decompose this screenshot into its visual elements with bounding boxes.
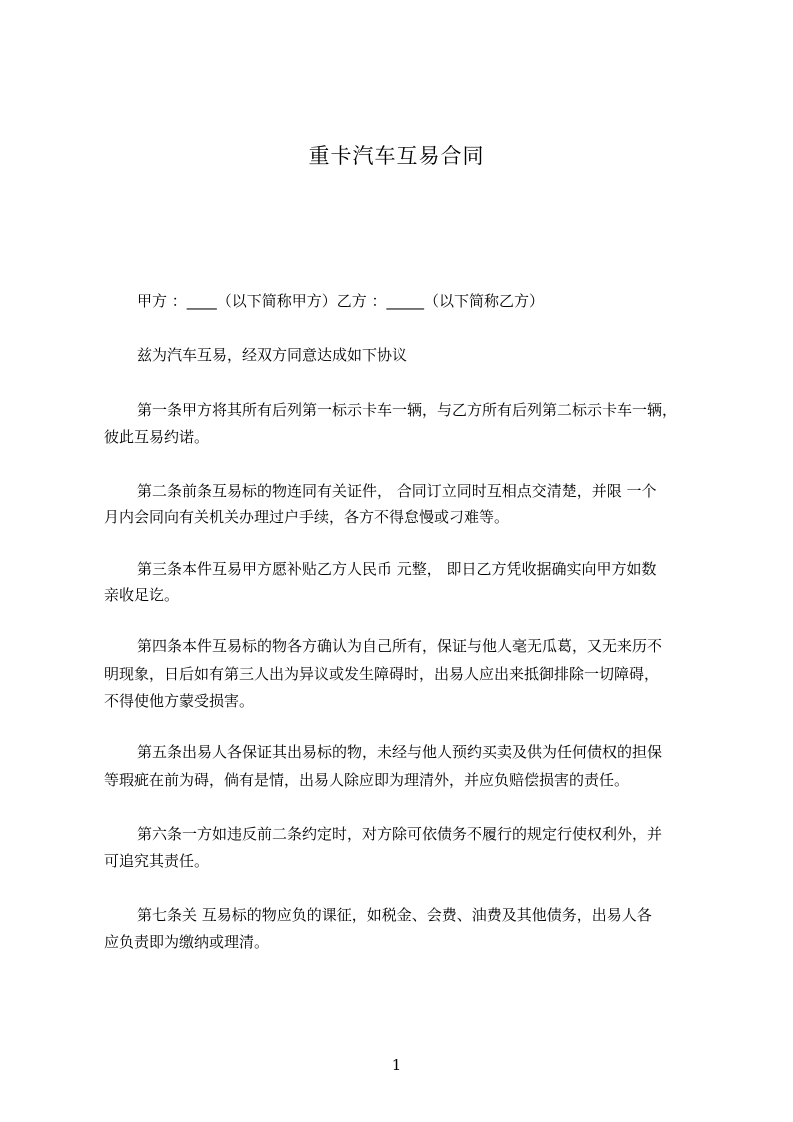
- article-7-line-2: 应负责即为缴纳或理清。: [104, 933, 270, 951]
- article-4-line-3: 不得使他方蒙受损害。: [104, 692, 255, 710]
- parties-line: 甲方 ：____（以下简称甲方）乙方 ：_____（以下简称乙方）: [137, 292, 545, 310]
- article-7-line-1: 第七条关 互易标的物应负的课征，如税金、会费、油费及其他债务，出易人各: [137, 906, 652, 924]
- page-number: 1: [391, 1056, 402, 1074]
- article-2-line-2: 月内会同向有关机关办理过户手续，各方不得怠慢或刁难等。: [104, 508, 510, 526]
- article-1-line-1: 第一条甲方将其所有后列第一标示卡车一辆，与乙方所有后列第二标示卡车一辆，: [137, 401, 678, 419]
- article-2-line-1: 第二条前条互易标的物连同有关证件， 合同订立同时互相点交清楚，并限 一个: [137, 482, 657, 500]
- preamble: 兹为汽车互易，经双方同意达成如下协议: [137, 346, 408, 364]
- article-3-line-1: 第三条本件互易甲方愿补贴乙方人民币 元整， 即日乙方凭收据确实向甲方如数: [137, 560, 657, 578]
- document-title: 重卡汽车互易合同: [308, 144, 485, 168]
- article-1-line-2: 彼此互易约诺。: [104, 428, 210, 446]
- article-6-line-2: 可追究其责任。: [104, 852, 210, 870]
- article-5-line-1: 第五条出易人各保证其出易标的物，未经与他人预约买卖及供为任何债权的担保: [137, 743, 663, 761]
- article-4-line-1: 第四条本件互易标的物各方确认为自己所有，保证与他人毫无瓜葛，又无来历不: [137, 637, 663, 655]
- article-4-line-2: 明现象，日后如有第三人出为异议或发生障碍时，出易人应出来抵御排除一切障碍，: [104, 665, 660, 683]
- article-5-line-2: 等瑕疵在前为碍，倘有是情，出易人除应即为理清外，并应负赔偿损害的责任。: [104, 771, 630, 789]
- article-6-line-1: 第六条一方如违反前二条约定时，对方除可依债务不履行的规定行使权利外，并: [137, 825, 663, 843]
- article-3-line-2: 亲收足讫。: [104, 586, 180, 604]
